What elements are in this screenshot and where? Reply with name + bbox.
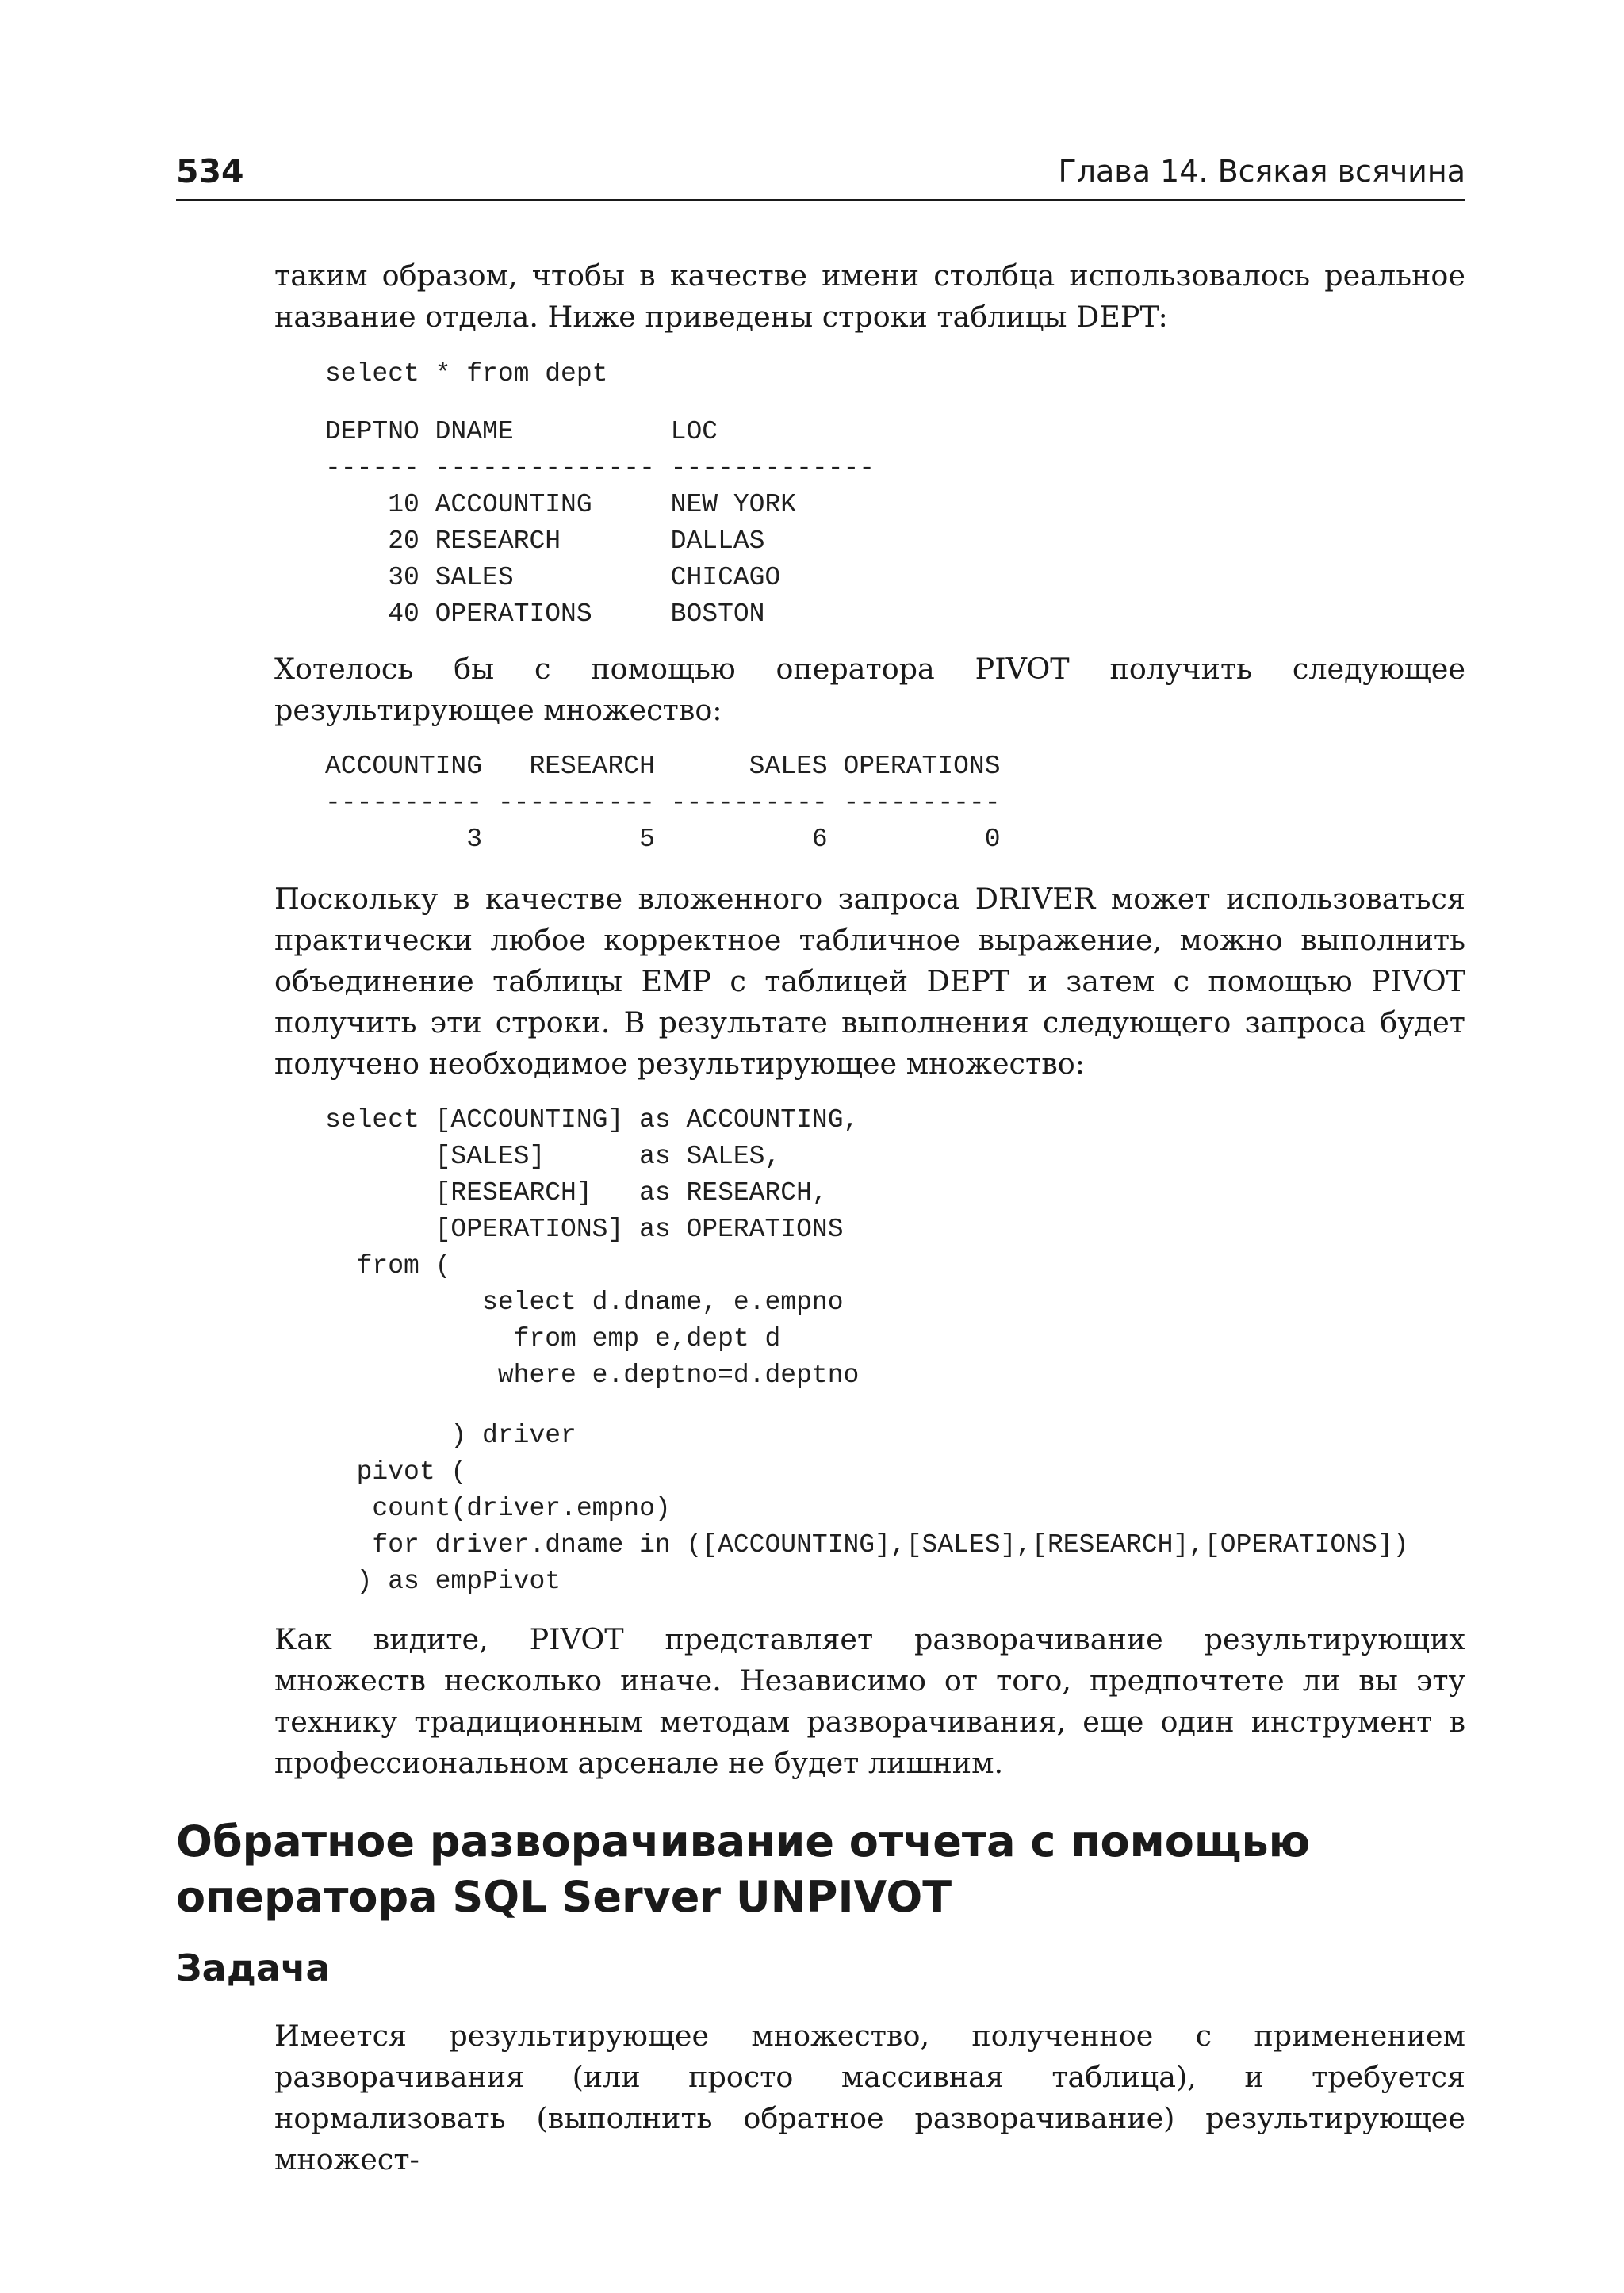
paragraph-task: Имеется результирующее множество, полученное с применением разворачивания (или просто массивная таблица), и требуется нормализовать (выполнить обратное разворачивание) результирующее множест-: [274, 2019, 1465, 2176]
code-dept-result: DEPTNO DNAME LOC ------ -------------- ------------- 10 ACCOUNTING NEW YORK 20 RESEARCH DALLAS 30 SALES CHICAGO 40 OPERATIONS BOSTON: [325, 417, 875, 629]
code-pivot-query-part2: ) driver pivot ( count(driver.empno) for driver.dname in ([ACCOUNTING],[SALES],[RESEARCH],[OPERATIONS]) ) as empPivot: [356, 1421, 1409, 1596]
section-title: Обратное разворачивание отчета с помощью оператора SQL Server UNPIVOT: [176, 1816, 1311, 1922]
code-pivot-result: ACCOUNTING RESEARCH SALES OPERATIONS ---------- ---------- ---------- ---------- 3 5 6 0: [325, 752, 1001, 854]
paragraph-pivot-conclusion: Как видите, PIVOT представляет разворачивание результирующих множеств несколько иначе. Независимо от того, предпочтете ли вы эту технику традиционным методам разворачивания, еще один инструмент в профессиональном арсенале не будет лишним.: [274, 1622, 1465, 1780]
code-pivot-query-part1: select [ACCOUNTING] as ACCOUNTING, [SALES] as SALES, [RESEARCH] as RESEARCH, [OPERATIONS] as OPERATIONS from ( select d.dname, e.empno from emp e,dept d where e.deptno=d.deptno: [325, 1105, 860, 1390]
subsection-title: Задача: [176, 1947, 331, 1989]
code-dept-query: select * from dept: [325, 359, 608, 389]
page-number: 534: [176, 152, 244, 190]
header-rule: [176, 199, 1465, 201]
page-header: [176, 149, 1465, 197]
paragraph-pivot-goal: Хотелось бы с помощью оператора PIVOT получить следующее результирующее множество:: [274, 652, 1465, 727]
paragraph-driver-explanation: Поскольку в качестве вложенного запроса DRIVER может использоваться практически любое корректное табличное выражение, можно выполнить объединение таблицы EMP с таблицей DEPT и затем с помощью PIVOT получить эти строки. В результате выполнения следующего запроса будет получено необходимое результирующее множество:: [274, 882, 1465, 1081]
paragraph-dept-intro: таким образом, чтобы в качестве имени столбца использовалось реальное название отдела. Ниже приведены строки таблицы DEPT:: [274, 258, 1465, 334]
running-head: Глава 14. Всякая всячина: [1058, 154, 1465, 189]
